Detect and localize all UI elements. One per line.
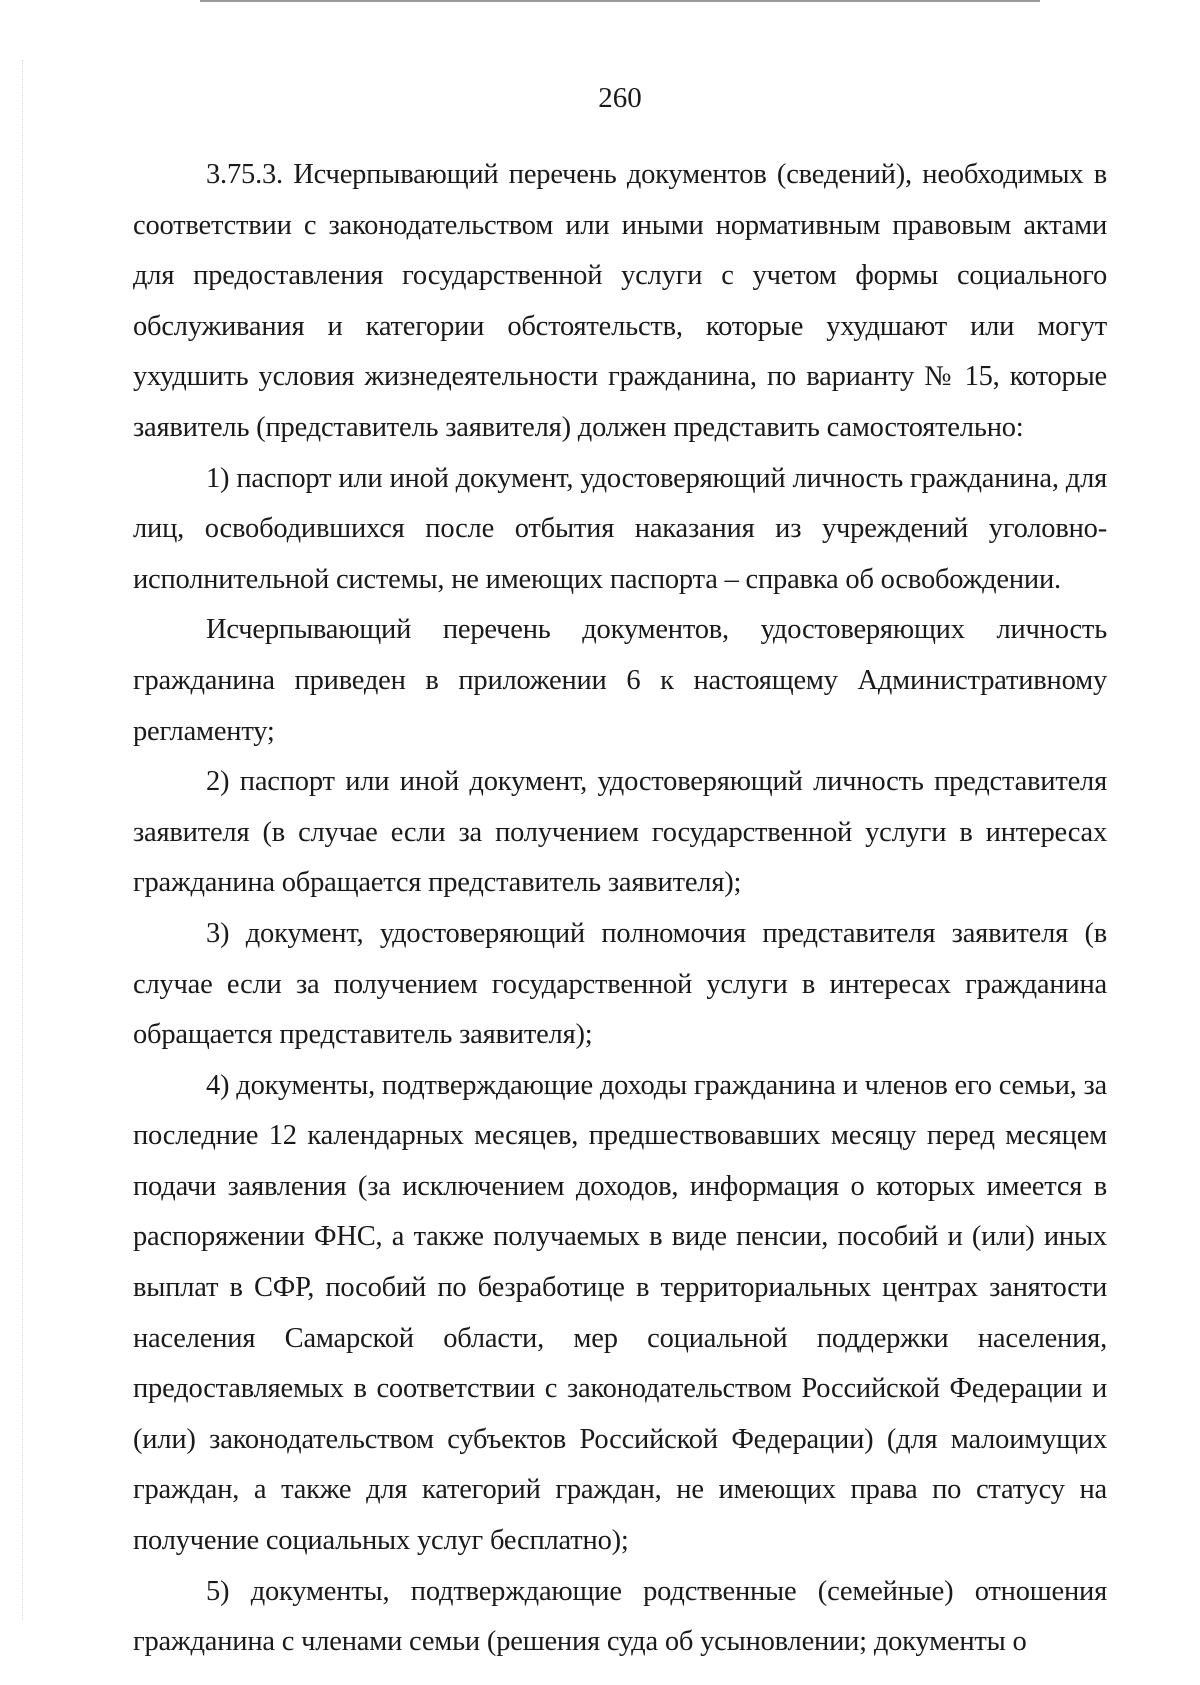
scan-binding-edge: [22, 60, 24, 1620]
paragraph-3-75-3: 3.75.3. Исчерпывающий перечень документов (сведений), необходимых в соответствии с законодательством или иными нормативным правовым актами для предоставления государственной услуги с учетом формы социального обслуживания и категории обстоятельств, которые ухудшают или могут ухудшить условия жизнедеятельности гражданина, по варианту № 15, которые заявитель (представитель заявителя) должен представить самостоятельно:: [133, 159, 1107, 443]
list-item-4-income-documents: 4) документы, подтверждающие доходы гражданина и членов его семьи, за последние 12 календарных месяцев, предшествовавших месяцу перед месяцем подачи заявления (за исключением доходов, информация о которых имеется в распоряжении ФНС, а также получаемых в виде пенсии, пособий и (или) иных выплат в СФР, пособий по безработице в территориальных центрах занятости населения Самарской области, мер социальной поддержки населения, предоставляемых в соответствии с законодательством Российской Федерации и (или) законодательством субъектов Российской Федерации) (для малоимущих граждан, а также для категорий граждан, не имеющих права по статусу на получение социальных услуг бесплатно);: [133, 1069, 1107, 1557]
list-item-2-representative-passport: 2) паспорт или иной документ, удостоверяющий личность представителя заявителя (в случае если за получением государственной услуги в интересах гражданина обращается представитель заявителя);: [133, 766, 1107, 899]
top-scan-rule: [200, 0, 1040, 2]
paragraph-identity-documents-list: Исчерпывающий перечень документов, удостоверяющих личность гражданина приведен в приложении 6 к настоящему Административному регламенту;: [133, 614, 1107, 747]
list-item-5-family-relations: 5) документы, подтверждающие родственные (семейные) отношения гражданина с членами семьи (решения суда об усыновлении; документы о: [133, 1575, 1107, 1658]
page-number: 260: [598, 82, 642, 114]
document-body: [133, 150, 1107, 1668]
list-item-3-representative-authority: 3) документ, удостоверяющий полномочия представителя заявителя (в случае если за получением государственной услуги в интересах гражданина обращается представитель заявителя);: [133, 917, 1107, 1051]
list-item-1-passport: 1) паспорт или иной документ, удостоверяющий личность гражданина, для лиц, освободившихся после отбытия наказания из учреждений уголовно-исполнительной системы, не имеющих паспорта – справка об освобождении.: [133, 462, 1107, 595]
